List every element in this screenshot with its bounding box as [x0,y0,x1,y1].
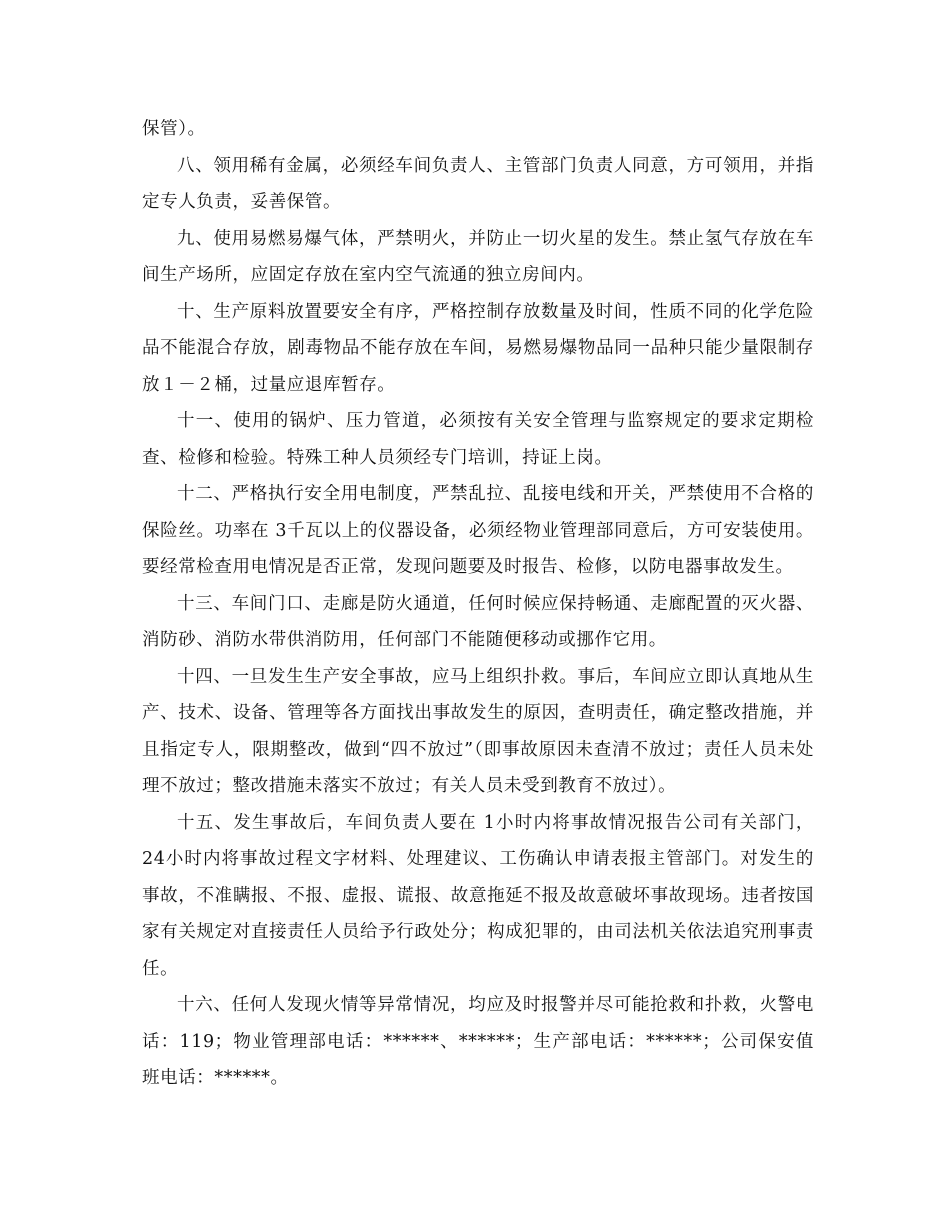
paragraph-rule-15: 十五、发生事故后，车间负责人要在 1小时内将事故情况报告公司有关部门，24小时内将事故过程文字材料、处理建议、工伤确认申请表报主管部门。对发生的事故，不准瞒报、不报、虚报、谎报、故意拖延不报及故意破坏事故现场。违者按国家有关规定对直接责任人员给予行政处分；构成犯罪的，由司法机关依法追究刑事责任。 [142,812,814,979]
document-body [142,111,814,1097]
paragraph-rule-13: 十三、车间门口、走廊是防火通道，任何时候应保持畅通、走廊配置的灭火器、消防砂、消防水带供消防用，任何部门不能随便移动或挪作它用。 [142,593,814,650]
paragraph-rule-10: 十、生产原料放置要安全有序，严格控制存放数量及时间，性质不同的化学危险品不能混合存放，剧毒物品不能存放在车间，易燃易爆物品同一品种只能少量限制存放１－２桶，过量应退库暂存。 [142,301,814,395]
paragraph-rule-9: 九、使用易燃易爆气体，严禁明火，并防止一切火星的发生。禁止氢气存放在车间生产场所，应固定存放在室内空气流通的独立房间内。 [142,228,814,285]
paragraph-rule-8: 八、领用稀有金属，必须经车间负责人、主管部门负责人同意，方可领用，并指定专人负责，妥善保管。 [142,155,814,212]
paragraph-continuation: 保管）。 [142,119,206,139]
paragraph-rule-11: 十一、使用的锅炉、压力管道，必须按有关安全管理与监察规定的要求定期检查、检修和检验。特殊工种人员须经专门培训，持证上岗。 [142,411,814,468]
paragraph-rule-14: 十四、一旦发生生产安全事故，应马上组织扑救。事后，车间应立即认真地从生产、技术、设备、管理等各方面找出事故发生的原因，查明责任，确定整改措施，并且指定专人，限期整改，做到“四不放过”（即事故原因未查清不放过；责任人员未处理不放过；整改措施未落实不放过；有关人员未受到教育不放过）。 [142,666,814,796]
paragraph-rule-16: 十六、任何人发现火情等异常情况，均应及时报警并尽可能抢救和扑救，火警电话：119；物业管理部电话：******、******；生产部电话：******；公司保安值班电话：******。 [142,995,814,1088]
paragraph-rule-12: 十二、严格执行安全用电制度，严禁乱拉、乱接电线和开关，严禁使用不合格的保险丝。功率在 3千瓦以上的仪器设备，必须经物业管理部同意后，方可安装使用。要经常检查用电情况是否正常，发现问题要及时报告、检修，以防电器事故发生。 [142,484,814,577]
